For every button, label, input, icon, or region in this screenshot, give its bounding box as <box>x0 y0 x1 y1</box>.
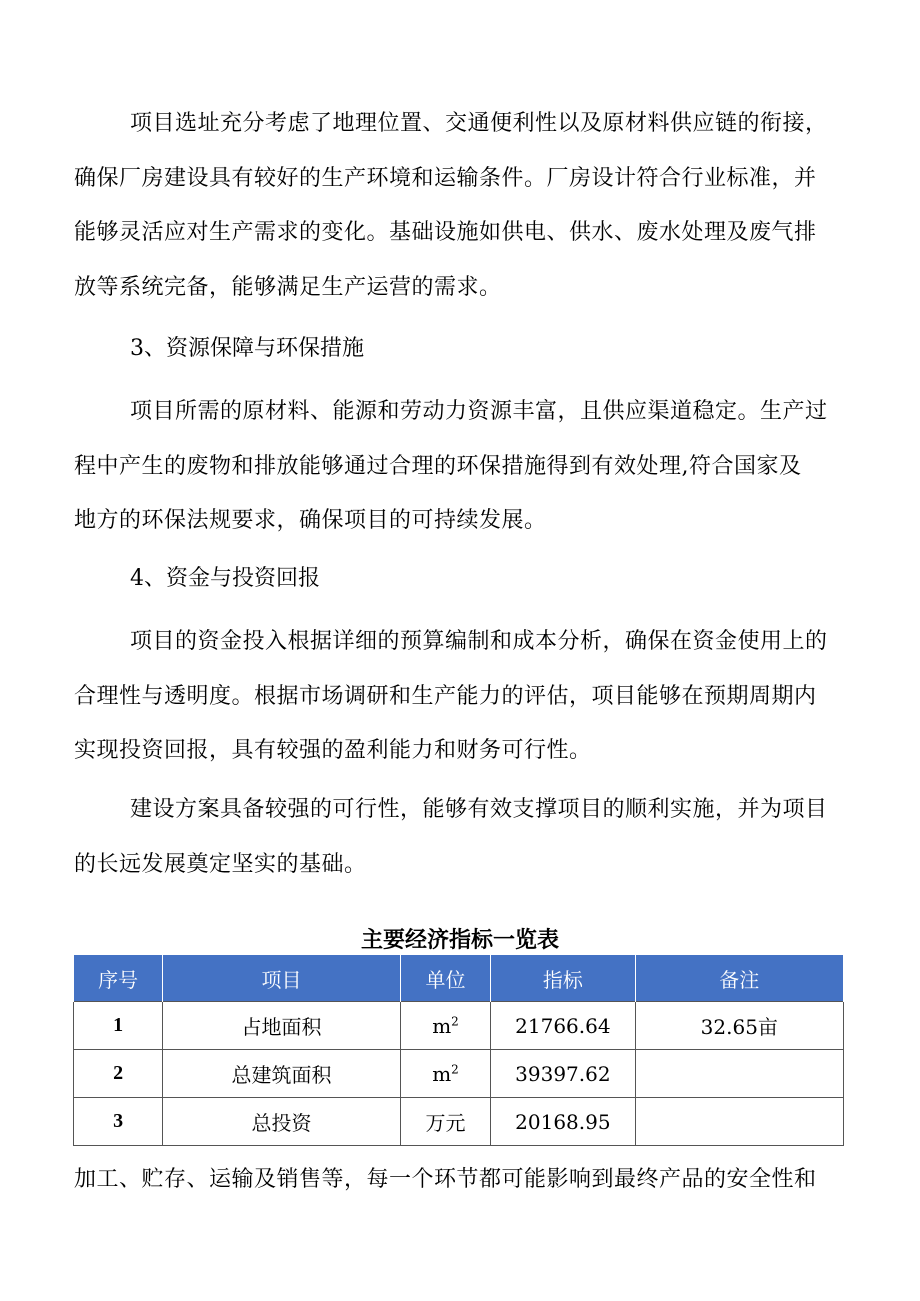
cell-note: 32.65亩 <box>635 1002 843 1050</box>
text-line: 项目的资金投入根据详细的预算编制和成本分析，确保在资金使用上的 <box>130 629 828 654</box>
text-line: 放等系统完备，能够满足生产运营的需求。 <box>74 274 502 300</box>
header-value: 指标 <box>491 955 635 1002</box>
text-line: 地方的环保法规要求，确保项目的可持续发展。 <box>74 508 547 533</box>
table-title: 主要经济指标一览表 <box>360 928 559 953</box>
text-line: 项目所需的原材料、能源和劳动力资源丰富，且供应渠道稳定。生产过 <box>130 399 828 424</box>
cell-value: 39397.62 <box>491 1050 635 1098</box>
paragraph-conclusion <box>74 783 846 892</box>
header-note: 备注 <box>635 955 843 1002</box>
paragraph-site-selection <box>74 97 846 315</box>
text-line: 能够灵活应对生产需求的变化。基础设施如供电、供水、废水处理及废气排 <box>74 220 817 245</box>
cell-item: 总投资 <box>163 1098 401 1146</box>
unit-text: m <box>432 1061 452 1086</box>
cell-item: 占地面积 <box>163 1002 401 1050</box>
text-line: 确保厂房建设具有较好的生产环境和运输条件。厂房设计符合行业标准，并 <box>74 165 817 191</box>
text-line: 实现投资回报，具有较强的盈利能力和财务可行性。 <box>74 738 592 763</box>
text-line: 程中产生的废物和排放能够通过合理的环保措施得到有效处理,符合国家及 <box>74 453 802 479</box>
paragraph-continuation <box>74 1153 846 1208</box>
table-row <box>74 1098 844 1146</box>
cell-note <box>635 1098 843 1146</box>
unit-superscript: 2 <box>451 1061 459 1076</box>
unit-superscript: 2 <box>451 1013 459 1028</box>
table-header-row <box>74 955 844 1002</box>
cell-item: 总建筑面积 <box>163 1050 401 1098</box>
cell-value: 21766.64 <box>491 1002 635 1050</box>
text-line: 加工、贮存、运输及销售等，每一个环节都可能影响到最终产品的安全性和 <box>74 1167 817 1192</box>
unit-text: 万元 <box>425 1111 466 1135</box>
cell-no: 3 <box>74 1098 163 1146</box>
section-heading-funding: 4、资金与投资回报 <box>130 566 320 591</box>
table-row <box>74 1050 844 1098</box>
cell-unit <box>400 1098 490 1146</box>
text-line: 的长远发展奠定坚实的基础。 <box>74 851 367 877</box>
cell-value: 20168.95 <box>491 1098 635 1146</box>
cell-unit <box>400 1002 490 1050</box>
paragraph-funding <box>74 615 846 779</box>
unit-text: m <box>432 1013 452 1038</box>
section-heading-resources: 3、资源保障与环保措施 <box>130 336 364 361</box>
header-item: 项目 <box>163 955 401 1002</box>
text-line: 项目选址充分考虑了地理位置、交通便利性以及原材料供应链的衔接， <box>130 111 828 136</box>
text-line: 合理性与透明度。根据市场调研和生产能力的评估，项目能够在预期周期内 <box>74 683 817 709</box>
header-unit: 单位 <box>400 955 490 1002</box>
header-no: 序号 <box>74 955 163 1002</box>
cell-note <box>635 1050 843 1098</box>
text-line: 建设方案具备较强的可行性，能够有效支撑项目的顺利实施，并为项目 <box>130 797 828 822</box>
paragraph-resources <box>74 385 846 549</box>
cell-no: 2 <box>74 1050 163 1098</box>
table-row <box>74 1002 844 1050</box>
economic-indicators-table <box>73 954 844 1146</box>
cell-unit <box>400 1050 490 1098</box>
cell-no: 1 <box>74 1002 163 1050</box>
